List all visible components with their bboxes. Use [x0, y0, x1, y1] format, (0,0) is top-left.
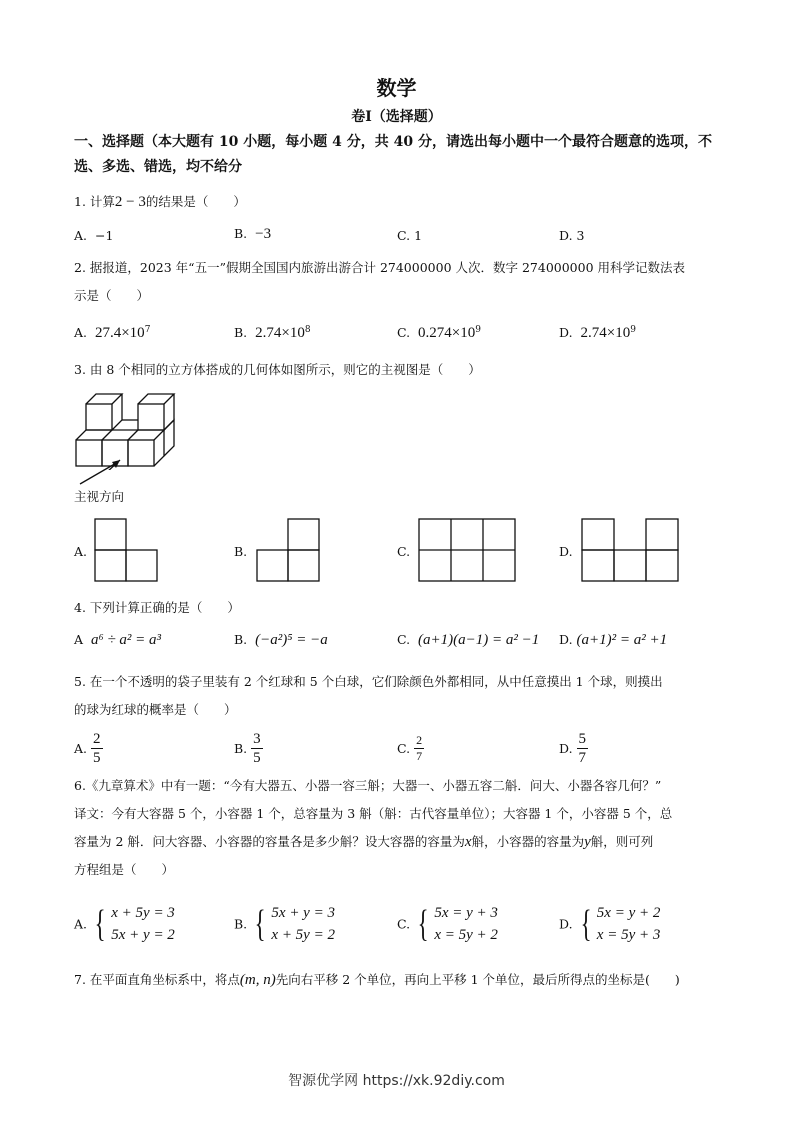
question-2-stem: 2. 据报道，2023 年“五一”假期全国国内旅游出游合计 274000000 人次．数字 274000000 用科学记数法表 示是（ ）: [74, 260, 686, 303]
question-5-option-a: A. $\frac{2}{5}$: [74, 731, 101, 766]
footer-watermark: 智源优学网 https://xk.92diy.com: [288, 1073, 505, 1089]
question-5-option-b: B. $\frac{3}{5}$: [234, 731, 261, 766]
question-4-option-c: C. (a+1)(a−1) = a² −1: [397, 632, 540, 648]
question-4-option-d: D. (a+1)² = a² +1: [559, 632, 668, 648]
option-b-front-view: [256, 518, 322, 582]
view-direction-arrow: [72, 458, 132, 488]
question-3-option-b: B.: [234, 544, 248, 559]
question-1-option-c: C. 1: [397, 228, 423, 243]
question-4-stem: 4. 下列计算正确的是（ ）: [74, 600, 240, 615]
question-3-option-d: D.: [559, 544, 573, 559]
question-1-stem: 1. 计算2 − 3的结果是（ ）: [74, 194, 246, 210]
option-c-front-view: [418, 518, 518, 582]
view-direction-label: 主视方向: [74, 489, 125, 504]
question-2-option-b: B. $2.74\times 10^8$: [234, 325, 311, 342]
option-d-front-view: [581, 518, 681, 582]
question-7-stem: 7. 在平面直角坐标系中，将点(m, n)先向右平移 2 个单位，再向上平移 1 个单位，最后所得点的坐标是( ): [74, 972, 680, 988]
page-subtitle: 卷Ⅰ（选择题）: [351, 109, 442, 125]
question-1-option-d: D. 3: [559, 228, 585, 243]
question-2-option-c: C. $0.274\times 10^9$: [397, 325, 481, 342]
question-5-option-c: C. $\frac{2}{7}$: [397, 733, 423, 763]
question-6-option-a: A. { x + 5y = 3 5x + y = 2: [74, 903, 175, 945]
question-3-stem: 3. 由 8 个相同的立方体搭成的几何体如图所示，则它的主视图是（ ）: [74, 362, 481, 377]
question-4-option-a: A a⁶ ÷ a² = a³: [74, 632, 162, 648]
question-4-option-b: B. (−a²)⁵ = −a: [234, 632, 328, 648]
question-5-stem: 5. 在一个不透明的袋子里装有 2 个红球和 5 个白球，它们除颜色外都相同，从中任意摸出 1 个球，则摸出 的球为红球的概率是（ ）: [74, 674, 663, 717]
question-2-option-d: D. $2.74\times 10^9$: [559, 325, 636, 342]
question-6-stem: 6.《九章算术》中有一题：“今有大器五、小器一容三斛；大器一、小器五容二斛．问大、小器各容几何？” 译文：今有大容器 5 个，小容器 1 个，总容量为 3 斛（斛：古代容量单位）；大容器 1 个，小容器 5 个，总 容量为 2 斛．问大容器、小容器的容量各是多少斛？设大容器的容量为x斛，小容器的容量为y斛，则可列 方程组是（ ）: [74, 778, 673, 877]
question-3-option-a: A.: [74, 544, 88, 559]
question-2-option-a: A. $27.4\times 10^7$: [74, 325, 151, 342]
question-3-option-c: C.: [397, 544, 411, 559]
question-5-option-d: D. $\frac{5}{7}$: [559, 731, 587, 766]
question-1-option-a: A. −1: [74, 228, 114, 243]
question-6-option-b: B. { 5x + y = 3 x + 5y = 2: [234, 903, 335, 945]
question-6-option-d: D. { 5x = y + 2 x = 5y + 3: [559, 903, 661, 945]
question-1-option-b: B. −3: [234, 226, 272, 242]
option-a-front-view: [94, 518, 160, 582]
question-6-option-c: C. { 5x = y + 3 x = 5y + 2: [397, 903, 498, 945]
section-heading: 一、选择题（本大题有 10 小题，每小题 4 分，共 40 分，请选出每小题中一个最符合题意的选项，不选、多选、错选，均不给分: [74, 134, 712, 175]
page-title: 数学: [376, 76, 417, 100]
